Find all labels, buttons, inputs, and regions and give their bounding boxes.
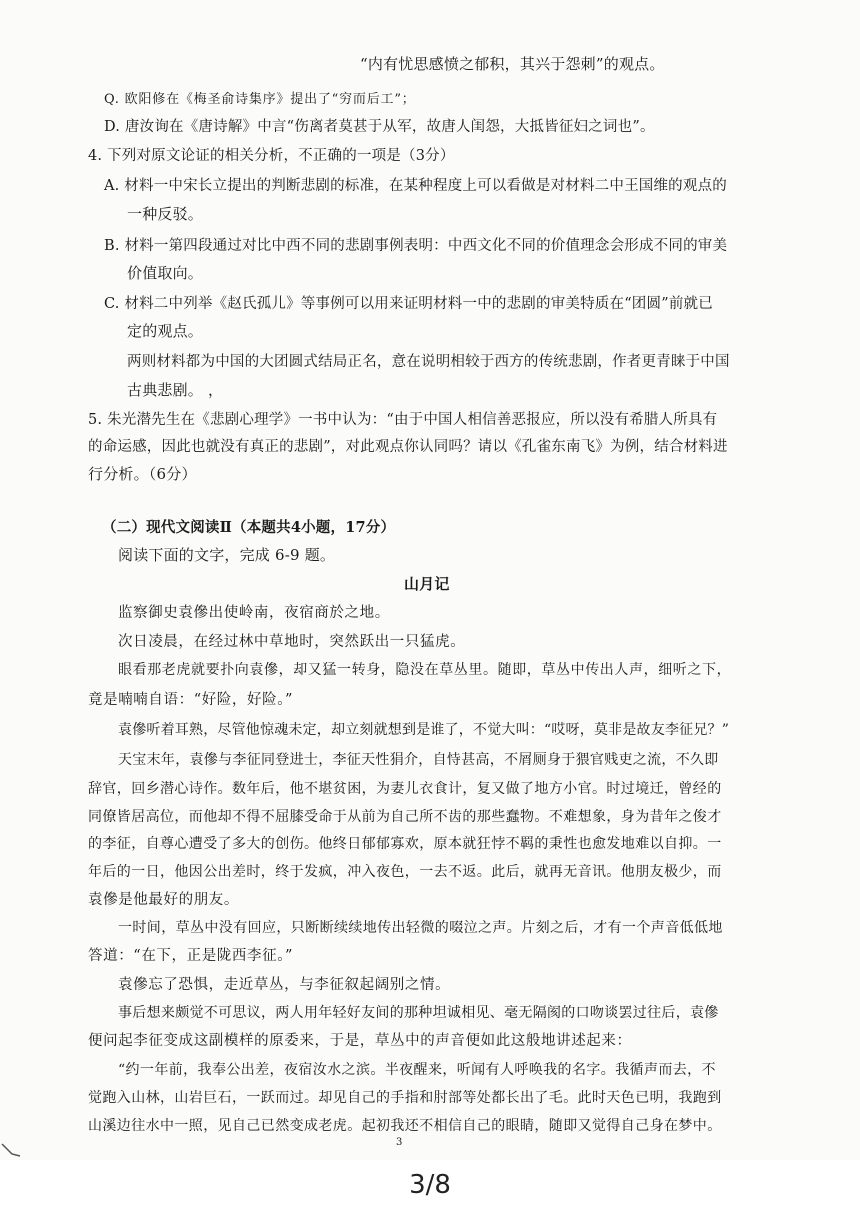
question-5: 5. 朱光潜先生在《悲剧心理学》一书中认为：“由于中国人相信善恶报应，所以没有希腊人所具有 <box>88 412 718 428</box>
scan-artifact-icon <box>0 1140 26 1162</box>
section-heading: （二）现代文阅读Ⅱ（本题共4小题，17分） <box>102 519 396 536</box>
text-line: 行分析。（6分） <box>88 465 197 483</box>
text-line: “内有忧思感愤之郁积，其兴于怨刺”的观点。 <box>360 55 665 73</box>
story-line: 的李征，自尊心遭受了多大的创伤。他终日郁郁寡欢，原本就狂悖不羁的秉性也愈发地难以自抑。一 <box>88 836 722 852</box>
page-number: 3 <box>396 1137 403 1148</box>
text-line: Q. 欧阳修在《梅圣俞诗集序》提出了“穷而后工”； <box>104 92 416 107</box>
story-paragraph: 天宝末年，袁傪与李征同登进士，李征天性狷介，自恃甚高，不屑厕身于猥官贱吏之流，不久即 <box>118 752 719 768</box>
story-paragraph: 袁傪忘了恐惧，走近草丛，与李征叙起阔别之情。 <box>118 977 451 993</box>
story-line: 同僚皆居高位，而他却不得不屈膝受命于从前为自己所不齿的那些蠢物。不难想象，身为昔年之俊才 <box>88 809 722 825</box>
option-d: 两则材料都为中国的大团圆式结局正名，意在说明相较于西方的传统悲剧，作者更青睐于中国 <box>127 354 730 370</box>
option-c: C. 材料二中列举《赵氏孤儿》等事例可以用来证明材料一中的悲剧的审美特质在“团圆”前就已 <box>104 296 713 312</box>
text-line: 的命运感，因此也就没有真正的悲剧”，对此观点你认同吗？请以《孔雀东南飞》为例，结合材料进 <box>88 439 728 455</box>
story-line: 答道：“在下，正是陇西李征。” <box>88 948 294 964</box>
text-line: 一种反驳。 <box>127 205 204 223</box>
instruction: 阅读下面的文字，完成 6-9 题。 <box>118 546 336 564</box>
story-paragraph: 监察御史袁傪出使岭南，夜宿商於之地。 <box>118 605 390 621</box>
story-line: 年后的一日，他因公出差时，终于发疯，冲入夜色，一去不返。此后，就再无音讯。他朋友极少，而 <box>88 864 722 880</box>
story-title: 山月记 <box>404 575 450 593</box>
story-line: 竟是喃喃自语：“好险，好险。” <box>88 692 294 708</box>
page-counter: 3/8 <box>409 1170 451 1200</box>
text-line: 价值取向。 <box>127 264 204 282</box>
text-line: 古典悲剧。 ， <box>127 381 224 399</box>
story-line: 觉跑入山林，山岩巨石，一跃而过。却见自己的手指和肘部等处都长出了毛。此时天色已明，我跑到 <box>88 1090 722 1106</box>
text-line: D. 唐汝询在《唐诗解》中言“伤离者莫甚于从军，故唐人闺怨，大抵皆征妇之词也”。 <box>104 119 655 135</box>
story-line: 辞官，回乡潜心诗作。数年后，他不堪贫困，为妻儿衣食计，复又做了地方小官。时过境迁，曾经的 <box>88 781 722 797</box>
story-paragraph: 袁傪听着耳熟，尽管他惊魂未定，却立刻就想到是谁了，不觉大叫：“哎呀，莫非是故友李征兄？” <box>118 722 730 738</box>
text-line: 定的观点。 <box>127 322 204 340</box>
option-b: B. 材料一第四段通过对比中西不同的悲剧事例表明：中西文化不同的价值理念会形成不同的审美 <box>104 238 728 254</box>
story-paragraph: 一时间，草丛中没有回应，只断断续续地传出轻微的啜泣之声。片刻之后，才有一个声音低低地 <box>118 920 723 936</box>
story-paragraph: “约一年前，我奉公出差，夜宿汝水之滨。半夜醒来，听闻有人呼唤我的名字。我循声而去，不 <box>118 1062 716 1078</box>
story-paragraph: 事后想来颇觉不可思议，两人用年轻好友间的那种坦诚相见、毫无隔阂的口吻谈罢过往后，袁傪 <box>118 1005 719 1021</box>
option-a: A. 材料一中宋长立提出的判断悲剧的标准，在某种程度上可以看做是对材料二中王国维的观点的 <box>104 178 727 194</box>
story-paragraph: 眼看那老虎就要扑向袁傪，却又猛一转身，隐没在草丛里。随即，草丛中传出人声，细听之下， <box>118 662 732 678</box>
question-4: 4. 下列对原文论证的相关分析，不正确的一项是（3分） <box>88 148 455 164</box>
story-line: 便问起李征变成这副模样的原委来，于是，草丛中的声音便如此这般地讲述起来： <box>88 1033 632 1049</box>
story-line: 山溪边往水中一照，见自己已然变成老虎。起初我还不相信自己的眼睛，随即又觉得自己身在梦中。 <box>88 1118 722 1134</box>
story-paragraph: 次日凌晨，在经过林中草地时，突然跃出一只猛虎。 <box>118 634 466 650</box>
story-line: 袁傪是他最好的朋友。 <box>88 892 239 908</box>
